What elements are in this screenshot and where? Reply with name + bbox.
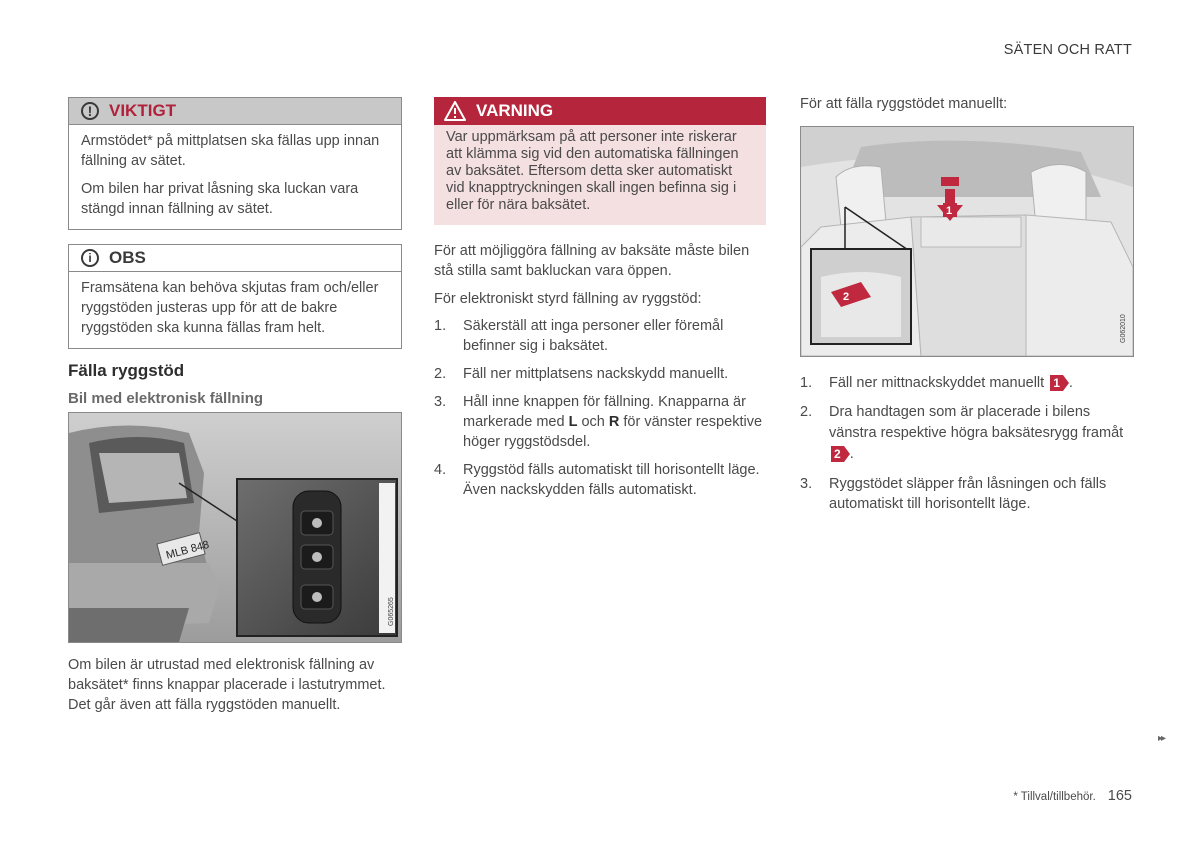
exclamation-circle-icon: ! [81, 102, 99, 120]
step-text-part: . [1068, 375, 1073, 391]
trunk-buttons-image [69, 413, 401, 642]
step-text-part: . [849, 446, 854, 462]
license-plate: MLB 848 [164, 538, 211, 562]
varning-label: VARNING [476, 101, 554, 120]
image-caption: Om bilen är utrustad med elektronisk fällning av baksätet* finns knappar placerade i lastutrymmet. Det går även att fälla ryggstöden manuellt. [68, 657, 386, 713]
continue-arrow-icon: ▸▸ [1157, 733, 1164, 744]
step-text [829, 373, 1134, 393]
viktigt-body [69, 125, 401, 229]
step-number: 3. [800, 476, 813, 492]
step-text-part: Fäll ner mittnackskyddet manuellt [829, 375, 1045, 391]
right-lead: För att fälla ryggstödet manuellt: [800, 96, 1008, 112]
step-number: 4. [434, 462, 447, 478]
varning-box [434, 97, 766, 225]
varning-header [434, 97, 766, 125]
image-code: G065265 [388, 597, 395, 626]
warning-triangle-icon [444, 101, 466, 121]
step-text-part: Dra handtagen som är placerade i bilens vänstra respektive högra baksätesrygg framåt [829, 404, 1124, 441]
right-marker: R [608, 414, 620, 430]
obs-text: Framsätena kan behöva skjutas fram och/eller ryggstöden justeras upp för att de bakre ryggstöden ska kunna fällas fram helt. [81, 280, 379, 336]
diagram-callout: 1 [946, 205, 953, 217]
callout-badge: 1 [1050, 375, 1063, 391]
list-item [434, 364, 768, 384]
step-text-part: för vänster respektive höger ryggstödsdel. [463, 414, 763, 450]
step-text: Fäll ner mittplatsens nackskydd manuellt. [463, 366, 729, 382]
left-marker: L [568, 414, 578, 430]
callout-badge: 2 [831, 446, 844, 462]
section-title: SÄTEN OCH RATT [1003, 42, 1132, 58]
obs-box [68, 244, 402, 349]
viktigt-paragraph: Om bilen har privat låsning ska luckan vara stängd innan fällning av sätet. [81, 181, 359, 217]
section-subheading: Bil med elektronisk fällning [68, 390, 264, 407]
page-number: 165 [1107, 788, 1132, 804]
viktigt-box [68, 97, 402, 230]
viktigt-label: VIKTIGT [109, 101, 177, 120]
step-text [463, 392, 768, 452]
step-text-part: och [577, 414, 609, 430]
step-text: Säkerställ att inga personer eller föremål befinner sig i baksätet. [463, 318, 724, 354]
obs-label: OBS [109, 248, 146, 267]
step-text: Ryggstödet släpper från låsningen och fälls automatiskt till horisontellt läge. [829, 476, 1107, 512]
step-number: 2. [434, 366, 447, 382]
list-item [434, 392, 768, 452]
electronic-fold-steps [434, 316, 768, 508]
info-circle-icon: i [81, 249, 99, 267]
middle-intro: För att möjliggöra fällning av baksäte måste bilen stå stilla samt bakluckan vara öppen. [434, 243, 750, 279]
trunk-buttons-illustration [68, 412, 402, 643]
varning-text: Var uppmärksam på att personer inte riskerar att klämma sig vid den automatiska fällningen av baksätet. Eftersom detta sker automatiskt vid knapptryckningen skall ingen befinna sig i eller för nära baksätet. [446, 129, 739, 213]
list-item [800, 474, 1134, 514]
footnote: * Tillval/tillbehör. [1013, 791, 1096, 803]
step-text-part: Håll inne knappen för fällning. Knapparna är markerade med [463, 394, 746, 430]
step-number: 1. [434, 318, 447, 334]
step-number: 3. [434, 394, 447, 410]
obs-body [69, 272, 401, 348]
rear-seat-illustration [800, 126, 1134, 357]
list-item [800, 373, 1134, 393]
obs-header [69, 245, 401, 272]
middle-lead: För elektroniskt styrd fällning av ryggstöd: [434, 291, 702, 307]
manual-fold-steps [800, 373, 1134, 522]
list-item [800, 402, 1134, 465]
list-item [434, 316, 768, 356]
footer [1013, 786, 1132, 807]
step-number: 2. [800, 404, 813, 420]
step-text: Ryggstöd fälls automatiskt till horisontellt läge. Även nackskydden fälls automatiskt. [463, 462, 760, 498]
image-code: G062010 [1120, 314, 1127, 343]
section-heading: Fälla ryggstöd [68, 361, 185, 380]
viktigt-header [69, 98, 401, 125]
list-item [434, 460, 768, 500]
step-number: 1. [800, 375, 813, 391]
step-text [829, 402, 1134, 465]
viktigt-paragraph: Armstödet* på mittplatsen ska fällas upp innan fällning av sätet. [81, 133, 380, 169]
diagram-callout: 2 [843, 291, 850, 303]
rear-seat-image [801, 127, 1133, 356]
